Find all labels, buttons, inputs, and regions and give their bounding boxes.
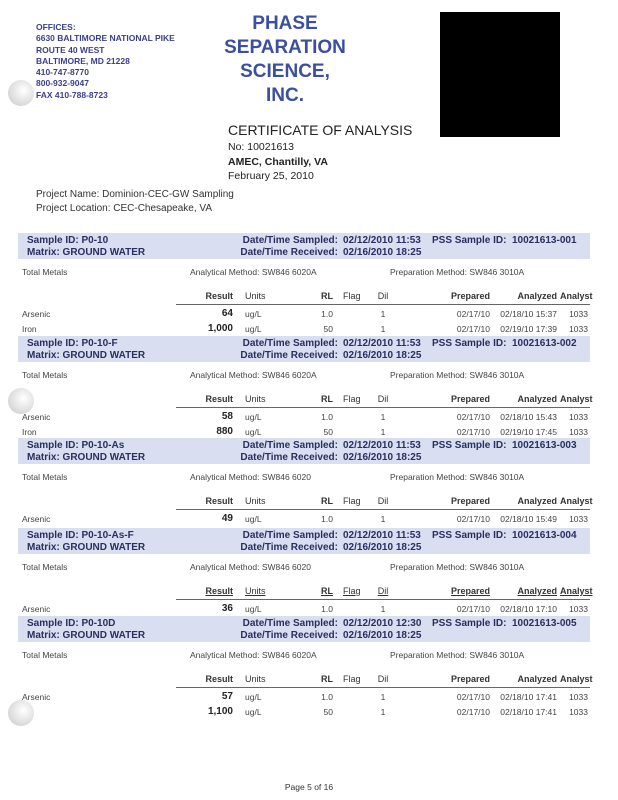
received-label: Date/Time Received: — [240, 452, 338, 463]
column-header-units: Units — [245, 394, 266, 404]
cell-analyzed: 02/18/10 17:41 — [500, 692, 557, 702]
sample-id: Sample ID: P0-10-As-F — [27, 530, 134, 541]
cell-analyzed: 02/18/10 17:10 — [500, 604, 557, 614]
column-header-analyst: Analyst — [560, 291, 593, 301]
column-header-rl: RL — [321, 496, 333, 506]
cell-prepared: 02/17/10 — [456, 309, 490, 319]
column-header-rl: RL — [321, 674, 333, 684]
received-label: Date/Time Received: — [240, 350, 338, 361]
column-header-dil: Dil — [377, 674, 389, 684]
column-header-result: Result — [205, 586, 233, 596]
received-label: Date/Time Received: — [240, 247, 338, 258]
column-header-prepared: Prepared — [450, 496, 490, 506]
column-header-analyst: Analyst — [560, 586, 593, 596]
column-header-result: Result — [205, 674, 233, 684]
cell-units: ug/L — [245, 707, 262, 717]
column-header-flag: Flag — [343, 394, 361, 404]
column-header-dil: Dil — [377, 291, 389, 301]
certificate-number: No: 10021613 — [228, 141, 294, 153]
sample-id: Sample ID: P0-10-F — [27, 338, 118, 349]
analytical-method: Analytical Method: SW846 6020 — [190, 562, 311, 572]
date-received: 02/16/2010 18:25 — [343, 542, 422, 553]
cell-rl: 50 — [323, 707, 333, 717]
cell-rl: 1.0 — [321, 412, 333, 422]
cell-analyzed: 02/18/10 15:37 — [500, 309, 557, 319]
cell-units: ug/L — [245, 412, 262, 422]
offices-label: OFFICES: — [36, 22, 76, 32]
cell-dil: 1 — [380, 412, 386, 422]
cell-analyst: 1033 — [569, 412, 588, 422]
pss-sample-id: 10021613-003 — [512, 440, 577, 451]
matrix: Matrix: GROUND WATER — [27, 452, 146, 463]
cell-prepared: 02/17/10 — [456, 604, 490, 614]
cell-analyst: 1033 — [569, 514, 588, 524]
cell-result: 64 — [221, 308, 233, 319]
project-name: Project Name: Dominion-CEC-GW Sampling — [36, 189, 234, 200]
sample-section — [0, 438, 618, 538]
sampled-label: Date/Time Sampled: — [242, 440, 338, 451]
preparation-method: Preparation Method: SW846 3010A — [390, 267, 525, 277]
analyte-name: Iron — [22, 324, 37, 334]
cell-rl: 1.0 — [321, 692, 333, 702]
header-rule — [176, 599, 590, 600]
column-header-prepared: Prepared — [450, 674, 490, 684]
date-sampled: 02/12/2010 11:53 — [343, 530, 421, 541]
cell-prepared: 02/17/10 — [456, 514, 490, 524]
test-group: Total Metals — [22, 370, 68, 380]
sampled-label: Date/Time Sampled: — [242, 618, 338, 629]
cell-result: 1,000 — [207, 323, 233, 334]
pss-label: PSS Sample ID: — [432, 618, 507, 629]
sampled-label: Date/Time Sampled: — [242, 338, 338, 349]
pss-label: PSS Sample ID: — [432, 338, 507, 349]
analyte-name: Arsenic — [22, 692, 51, 702]
cell-rl: 1.0 — [321, 514, 333, 524]
pss-sample-id: 10021613-005 — [512, 618, 577, 629]
fax: FAX 410-788-8723 — [36, 89, 108, 100]
cell-rl: 1.0 — [321, 604, 333, 614]
column-header-analyzed: Analyzed — [517, 496, 557, 506]
sample-id: Sample ID: P0-10 — [27, 235, 109, 246]
cell-units: ug/L — [245, 692, 262, 702]
cell-dil: 1 — [380, 707, 386, 717]
pss-sample-id: 10021613-004 — [512, 530, 577, 541]
address-line: BALTIMORE, MD 21228 — [36, 55, 130, 66]
report-date: February 25, 2010 — [228, 170, 314, 182]
test-group: Total Metals — [22, 650, 68, 660]
cell-units: ug/L — [245, 514, 262, 524]
column-header-prepared: Prepared — [450, 586, 490, 596]
pss-label: PSS Sample ID: — [432, 235, 507, 246]
date-sampled: 02/12/2010 11:53 — [343, 235, 421, 246]
header-rule — [176, 304, 590, 305]
test-group: Total Metals — [22, 472, 68, 482]
sample-section — [0, 233, 618, 333]
cell-result: 36 — [221, 603, 233, 614]
column-header-result: Result — [205, 291, 233, 301]
project-location: Project Location: CEC-Chesapeake, VA — [36, 203, 213, 214]
date-sampled: 02/12/2010 11:53 — [343, 440, 421, 451]
cell-prepared: 02/17/10 — [456, 707, 490, 717]
analytical-method: Analytical Method: SW846 6020A — [190, 650, 317, 660]
column-header-analyzed: Analyzed — [517, 674, 557, 684]
cell-rl: 1.0 — [321, 309, 333, 319]
pss-sample-id: 10021613-002 — [512, 338, 577, 349]
column-header-flag: Flag — [343, 291, 361, 301]
date-sampled: 02/12/2010 12:30 — [343, 618, 422, 629]
preparation-method: Preparation Method: SW846 3010A — [390, 472, 525, 482]
cell-analyst: 1033 — [569, 427, 588, 437]
company-name — [215, 12, 355, 108]
cell-prepared: 02/17/10 — [456, 412, 490, 422]
redacted-box — [440, 12, 560, 137]
cell-analyzed: 02/19/10 17:39 — [500, 324, 557, 334]
cell-dil: 1 — [380, 427, 386, 437]
office-address — [36, 22, 175, 101]
analytical-method: Analytical Method: SW846 6020 — [190, 472, 311, 482]
cell-analyzed: 02/18/10 15:49 — [500, 514, 557, 524]
analyte-name: Arsenic — [22, 514, 51, 524]
sample-id: Sample ID: P0-10D — [27, 618, 116, 629]
column-header-rl: RL — [321, 586, 333, 596]
date-received: 02/16/2010 18:25 — [343, 350, 422, 361]
column-header-result: Result — [205, 394, 233, 404]
cell-dil: 1 — [380, 309, 386, 319]
cell-result: 880 — [216, 426, 233, 437]
column-header-analyst: Analyst — [560, 496, 593, 506]
column-header-analyzed: Analyzed — [517, 394, 557, 404]
column-header-units: Units — [245, 586, 266, 596]
company-line: PHASE — [252, 13, 318, 34]
date-received: 02/16/2010 18:25 — [343, 247, 422, 258]
cell-dil: 1 — [380, 324, 386, 334]
company-line: SCIENCE, — [240, 61, 330, 82]
column-header-dil: Dil — [377, 496, 389, 506]
cell-dil: 1 — [380, 514, 386, 524]
cell-prepared: 02/17/10 — [456, 427, 490, 437]
column-header-flag: Flag — [343, 496, 361, 506]
cell-units: ug/L — [245, 604, 262, 614]
analyte-name: Arsenic — [22, 604, 51, 614]
preparation-method: Preparation Method: SW846 3010A — [390, 370, 525, 380]
matrix: Matrix: GROUND WATER — [27, 630, 146, 641]
cell-dil: 1 — [380, 692, 386, 702]
column-header-flag: Flag — [343, 674, 361, 684]
date-sampled: 02/12/2010 11:53 — [343, 338, 421, 349]
sample-section — [0, 616, 618, 716]
column-header-analyzed: Analyzed — [517, 291, 557, 301]
analytical-method: Analytical Method: SW846 6020A — [190, 267, 317, 277]
analyte-name: Arsenic — [22, 412, 51, 422]
sampled-label: Date/Time Sampled: — [242, 235, 338, 246]
analyte-name: Arsenic — [22, 309, 51, 319]
pss-label: PSS Sample ID: — [432, 440, 507, 451]
client-name: AMEC, Chantilly, VA — [228, 156, 328, 168]
sample-section — [0, 336, 618, 436]
cell-prepared: 02/17/10 — [456, 324, 490, 334]
header-rule — [176, 687, 590, 688]
test-group: Total Metals — [22, 267, 68, 277]
cell-analyst: 1033 — [569, 324, 588, 334]
cell-analyst: 1033 — [569, 309, 588, 319]
phone: 800-932-9047 — [36, 78, 89, 89]
matrix: Matrix: GROUND WATER — [27, 542, 146, 553]
received-label: Date/Time Received: — [240, 542, 338, 553]
date-received: 02/16/2010 18:25 — [343, 452, 422, 463]
address-line: ROUTE 40 WEST — [36, 44, 105, 55]
column-header-rl: RL — [321, 291, 333, 301]
cell-analyst: 1033 — [569, 692, 588, 702]
sample-section — [0, 528, 618, 628]
column-header-prepared: Prepared — [450, 291, 490, 301]
column-header-units: Units — [245, 291, 266, 301]
pss-sample-id: 10021613-001 — [512, 235, 577, 246]
cell-prepared: 02/17/10 — [456, 692, 490, 702]
cell-result: 1,100 — [207, 706, 233, 717]
document-title: CERTIFICATE OF ANALYSIS — [228, 122, 413, 138]
matrix: Matrix: GROUND WATER — [27, 247, 146, 258]
column-header-units: Units — [245, 496, 266, 506]
preparation-method: Preparation Method: SW846 3010A — [390, 650, 525, 660]
cell-result: 57 — [221, 691, 233, 702]
test-group: Total Metals — [22, 562, 68, 572]
column-header-analyst: Analyst — [560, 394, 593, 404]
column-header-analyzed: Analyzed — [517, 586, 557, 596]
cell-rl: 50 — [323, 427, 333, 437]
cell-analyst: 1033 — [569, 707, 588, 717]
column-header-dil: Dil — [377, 586, 389, 596]
cell-analyst: 1033 — [569, 604, 588, 614]
column-header-result: Result — [205, 496, 233, 506]
received-label: Date/Time Received: — [240, 630, 338, 641]
matrix: Matrix: GROUND WATER — [27, 350, 146, 361]
cell-units: ug/L — [245, 324, 262, 334]
cell-result: 58 — [221, 411, 233, 422]
cell-analyzed: 02/19/10 17:45 — [500, 427, 557, 437]
analytical-method: Analytical Method: SW846 6020A — [190, 370, 317, 380]
column-header-rl: RL — [321, 394, 333, 404]
page-number: Page 5 of 16 — [284, 782, 334, 792]
column-header-dil: Dil — [377, 394, 389, 404]
address-line: 6630 BALTIMORE NATIONAL PIKE — [36, 33, 175, 44]
phone: 410-747-8770 — [36, 67, 89, 78]
column-header-prepared: Prepared — [450, 394, 490, 404]
company-line: SEPARATION — [224, 37, 346, 58]
cell-rl: 50 — [323, 324, 333, 334]
cell-dil: 1 — [380, 604, 386, 614]
header-rule — [176, 509, 590, 510]
column-header-units: Units — [245, 674, 266, 684]
sampled-label: Date/Time Sampled: — [242, 530, 338, 541]
cell-result: 49 — [221, 513, 233, 524]
column-header-flag: Flag — [343, 586, 361, 596]
pss-label: PSS Sample ID: — [432, 530, 507, 541]
date-received: 02/16/2010 18:25 — [343, 630, 422, 641]
header-rule — [176, 407, 590, 408]
cell-units: ug/L — [245, 427, 262, 437]
company-line: INC. — [266, 85, 304, 106]
analyte-name: Iron — [22, 427, 37, 437]
cell-analyzed: 02/18/10 17:41 — [500, 707, 557, 717]
cell-analyzed: 02/18/10 15:43 — [500, 412, 557, 422]
column-header-analyst: Analyst — [560, 674, 593, 684]
cell-units: ug/L — [245, 309, 262, 319]
preparation-method: Preparation Method: SW846 3010A — [390, 562, 525, 572]
hole-punch — [8, 80, 34, 106]
sample-id: Sample ID: P0-10-As — [27, 440, 125, 451]
